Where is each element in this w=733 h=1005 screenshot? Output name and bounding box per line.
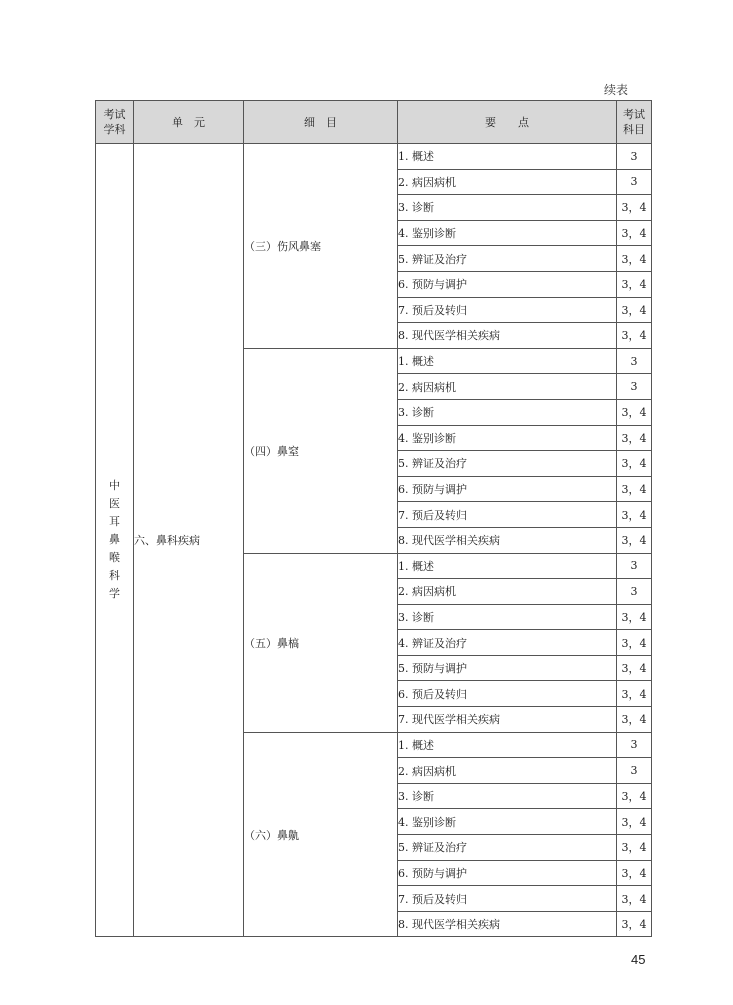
subject-char: 医 [109, 497, 120, 511]
page-number: 45 [631, 952, 646, 967]
level-cell: 3，4 [617, 911, 652, 937]
point-cell: 8. 现代医学相关疾病 [398, 911, 617, 937]
level-cell: 3，4 [617, 271, 652, 297]
level-cell: 3 [617, 374, 652, 400]
level-cell: 3，4 [617, 476, 652, 502]
level-cell: 3，4 [617, 809, 652, 835]
point-cell: 6. 预防与调护 [398, 476, 617, 502]
table-header-row [96, 101, 652, 144]
point-cell: 1. 概述 [398, 732, 617, 758]
point-cell: 4. 鉴别诊断 [398, 425, 617, 451]
point-cell: 3. 诊断 [398, 399, 617, 425]
level-cell: 3，4 [617, 323, 652, 349]
level-cell: 3 [617, 758, 652, 784]
point-cell: 3. 诊断 [398, 195, 617, 221]
header-subject-text: 考试 学科 [103, 108, 126, 136]
level-cell: 3，4 [617, 707, 652, 733]
level-cell: 3，4 [617, 835, 652, 861]
table-row [96, 144, 652, 170]
level-cell: 3，4 [617, 681, 652, 707]
header-level [617, 101, 652, 144]
level-cell: 3，4 [617, 220, 652, 246]
item-cell: （六）鼻鼽 [244, 732, 398, 937]
point-cell: 5. 辨证及治疗 [398, 835, 617, 861]
point-cell: 4. 鉴别诊断 [398, 220, 617, 246]
point-cell: 4. 鉴别诊断 [398, 809, 617, 835]
level-cell: 3 [617, 348, 652, 374]
header-unit-text: 单 元 [172, 115, 205, 129]
level-cell: 3，4 [617, 783, 652, 809]
table-body [96, 144, 652, 937]
header-unit [134, 101, 244, 144]
item-cell: （三）伤风鼻塞 [244, 144, 398, 349]
point-cell: 2. 病因病机 [398, 579, 617, 605]
point-cell: 6. 预防与调护 [398, 271, 617, 297]
header-item [244, 101, 398, 144]
point-cell: 5. 辨证及治疗 [398, 246, 617, 272]
subject-char: 学 [109, 587, 120, 601]
level-cell: 3，4 [617, 451, 652, 477]
level-cell: 3，4 [617, 502, 652, 528]
point-cell: 2. 病因病机 [398, 374, 617, 400]
level-cell: 3，4 [617, 655, 652, 681]
level-cell: 3 [617, 579, 652, 605]
level-cell: 3 [617, 553, 652, 579]
level-cell: 3，4 [617, 886, 652, 912]
point-cell: 2. 病因病机 [398, 169, 617, 195]
subject-char: 中 [109, 479, 120, 493]
point-cell: 5. 辨证及治疗 [398, 451, 617, 477]
header-level-text: 考试 科目 [623, 108, 645, 136]
level-cell: 3，4 [617, 399, 652, 425]
point-cell: 7. 现代医学相关疾病 [398, 707, 617, 733]
subject-cell [96, 144, 134, 937]
subject-char: 鼻 [109, 533, 120, 547]
point-cell: 1. 概述 [398, 348, 617, 374]
point-cell: 5. 预防与调护 [398, 655, 617, 681]
point-cell: 7. 预后及转归 [398, 502, 617, 528]
level-cell: 3，4 [617, 195, 652, 221]
level-cell: 3 [617, 144, 652, 170]
subject-char: 科 [109, 569, 120, 583]
header-point-text: 要 点 [485, 115, 529, 129]
syllabus-table [95, 100, 652, 937]
point-cell: 8. 现代医学相关疾病 [398, 323, 617, 349]
point-cell: 3. 诊断 [398, 783, 617, 809]
level-cell: 3，4 [617, 630, 652, 656]
point-cell: 8. 现代医学相关疾病 [398, 527, 617, 553]
level-cell: 3 [617, 169, 652, 195]
subject-char: 喉 [109, 551, 120, 565]
level-cell: 3，4 [617, 527, 652, 553]
continued-label: 续表 [604, 83, 629, 97]
point-cell: 3. 诊断 [398, 604, 617, 630]
level-cell: 3，4 [617, 246, 652, 272]
level-cell: 3 [617, 732, 652, 758]
point-cell: 4. 辨证及治疗 [398, 630, 617, 656]
header-subject [96, 101, 134, 144]
header-point [398, 101, 617, 144]
unit-cell: 六、鼻科疾病 [134, 144, 244, 937]
point-cell: 7. 预后及转归 [398, 886, 617, 912]
level-cell: 3，4 [617, 425, 652, 451]
header-item-text: 细 目 [304, 115, 337, 129]
point-cell: 6. 预防与调护 [398, 860, 617, 886]
level-cell: 3，4 [617, 860, 652, 886]
point-cell: 1. 概述 [398, 144, 617, 170]
point-cell: 2. 病因病机 [398, 758, 617, 784]
item-cell: （五）鼻槁 [244, 553, 398, 732]
point-cell: 7. 预后及转归 [398, 297, 617, 323]
level-cell: 3，4 [617, 297, 652, 323]
item-cell: （四）鼻窒 [244, 348, 398, 553]
point-cell: 1. 概述 [398, 553, 617, 579]
point-cell: 6. 预后及转归 [398, 681, 617, 707]
level-cell: 3，4 [617, 604, 652, 630]
subject-char: 耳 [109, 515, 120, 529]
